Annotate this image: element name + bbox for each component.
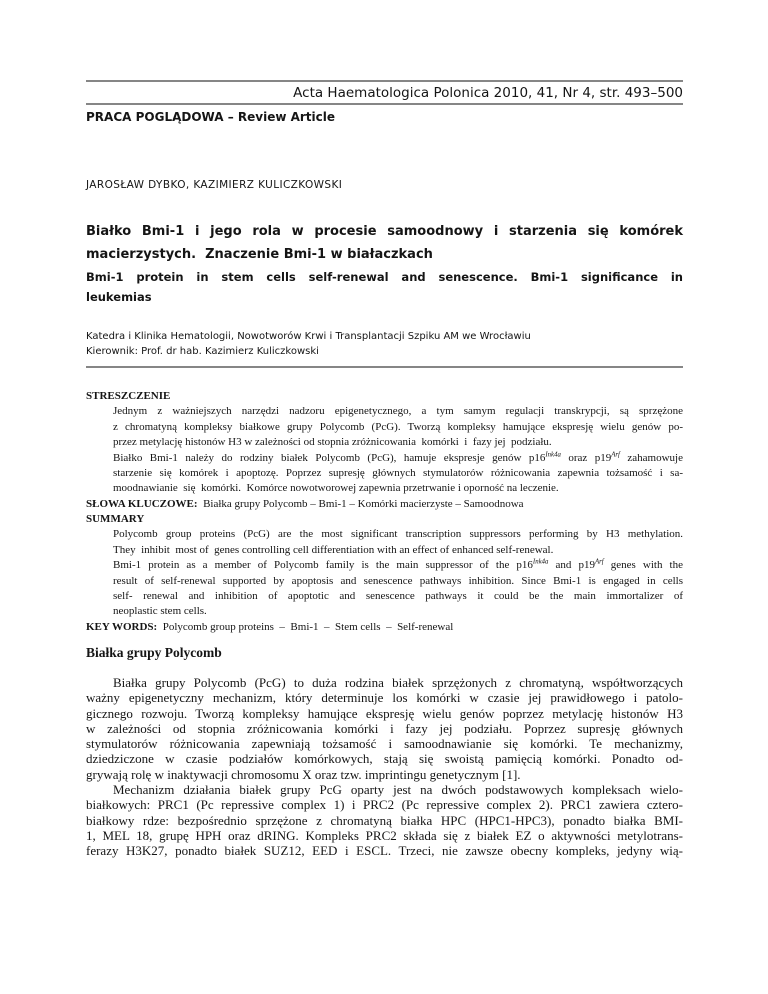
text-line: Jednym z ważniejszych narzędzi nadzoru epigenetycznego, a tym samym regulacji transkrypcji, są sprzężone	[113, 405, 683, 418]
superscript-text: Ink4a	[545, 450, 561, 458]
abstract-polish-label: STRESZCZENIE	[86, 390, 171, 402]
affiliation-divider	[86, 366, 683, 368]
bold-text: KEY WORDS:	[86, 620, 158, 633]
text-line: Mechanizm działania białek grupy PcG oparty jest na dwóch podstawowych kompleksach wielo-	[113, 782, 683, 798]
text-line: stymulatorów różnicowania zapewniają tożsamość i samoodnawianie się komórki. Te mechanizmy,	[86, 736, 683, 752]
text-line: Polycomb group proteins (PcG) are the most significant transcription suppressors performing by H3 methylation.	[113, 528, 683, 541]
section-heading: Białka grupy Polycomb	[86, 645, 222, 660]
superscript-text: Ink4a	[532, 558, 549, 566]
text-line: self- renewal and inhibition of apoptotic and senescence pathways it could be the main immortalizer of	[113, 590, 683, 603]
text-line: z chromatyną kompleksy białkowe grupy Polycomb (PcG). Tworzą kompleksy hamujące ekspresję wielu genów po-	[113, 420, 683, 433]
text-line: 1, MEL 18, grupę HPH oraz dRING. Kompleks PRC2 składa się z białek EZ o aktywności metylotrans-	[86, 827, 683, 843]
article-type-label: PRACA POGLĄDOWA – Review Article	[86, 110, 336, 124]
body-text	[86, 675, 683, 859]
text-line: grywają rolę w inaktywacji chromosomu X oraz tzw. imprintingu genetycznym [1].	[86, 766, 521, 782]
abstract-polish	[86, 389, 683, 512]
text-line: dziedziczone w czasie podziałów komórkowych, stają się swoistą pamięcią komórki. Ponadto od-	[86, 751, 683, 767]
text-line: KEY WORDS: Polycomb group proteins – Bmi-1 – Stem cells – Self-renewal	[86, 620, 454, 633]
title-polish	[86, 220, 683, 266]
text-line: starzenie się komórek i apoptozę. Poprzez supresję głównych stymulatorów różnicowania zapewnia tożsamość i sa-	[113, 467, 683, 480]
text-line: ferazy H3K27, ponadto białek SUZ12, EED i ESCL. Trzeci, nie zawsze obecny kompleks, jedyny wią-	[86, 843, 683, 859]
header-rule-top	[86, 80, 683, 82]
text-line: macierzystych. Znaczenie Bmi-1 w białaczkach	[86, 247, 433, 262]
text-line: Białko Bmi-1 należy do rodziny białek Polycomb (PcG), hamuje ekspresje genów $p16^{Ink4a}$ oraz $p19^{Arf}$ zahamowuje	[113, 450, 683, 464]
superscript-text: Arf	[594, 558, 604, 566]
text-line: białkowych: PRC1 (Pc repressive complex 1) i PRC2 (Pc repressive complex 2). PRC1 zawiera cztero-	[86, 797, 683, 813]
summary-english-label: SUMMARY	[86, 513, 145, 525]
text-line: leukemias	[86, 290, 152, 304]
affiliation	[86, 329, 683, 359]
bold-text: SŁOWA KLUCZOWE:	[86, 497, 198, 510]
text-line: Białka grupy Polycomb (PcG) to duża rodzina białek sprzężonych z chromatyną, współtworzących	[113, 675, 683, 690]
text-line: w zależności od stopnia zróżnicowania komórki i fazy jej podziału. Poprzez supresję głównych	[86, 720, 683, 736]
text-line: result of self-renewal supported by apoptosis and senescence pathways inhibition. Since Bmi-1 is engaged in cells	[113, 574, 683, 587]
header-rule-bottom	[86, 103, 683, 105]
text-line: białkowy rdze: bezpośrednio sprzężone z chromatyną białka HPC (HPC1-HPC3), ponadto białka BMI-	[86, 812, 683, 828]
superscript-text: Arf	[611, 450, 620, 458]
text-line: Bmi-1 protein in stem cells self-renewal and senescence. Bmi-1 significance in	[86, 270, 683, 284]
text-line: przez metylację histonów H3 w zależności od stopnia zróżnicowania komórki i fazy jej podziału.	[113, 436, 552, 449]
abstract-polish-text	[86, 404, 683, 512]
text-line: They inhibit most of genes controlling cell differentiation with an effect of enhanced self-renewal.	[113, 543, 554, 556]
text-line: Kierownik: Prof. dr hab. Kazimierz Kuliczkowski	[86, 346, 319, 357]
summary-english-text	[86, 527, 683, 635]
text-line: Bmi-1 protein as a member of Polycomb family is the main suppressor of the $p16^{Ink4a}$ and $p19^{Arf}$ genes with the	[113, 558, 683, 572]
text-line: ważny epigenetyczny mechanizm, który determinuje los komórki w czasie jej prawidłowego i patolo-	[86, 690, 683, 706]
text-line: neoplastic stem cells.	[113, 605, 207, 618]
authors: JAROSŁAW DYBKO, KAZIMIERZ KULICZKOWSKI	[86, 179, 343, 191]
text-line: Białko Bmi-1 i jego rola w procesie samoodnowy i starzenia się komórek	[86, 224, 683, 239]
summary-english	[86, 512, 683, 635]
text-line: moodnawianie się komórki. Komórce nowotworowej zapewnia przetrwanie i oporność na leczenie.	[113, 482, 559, 495]
text-line: SŁOWA KLUCZOWE: Białka grupy Polycomb – Bmi-1 – Komórki macierzyste – Samoodnowa	[86, 497, 524, 510]
text-line: Katedra i Klinika Hematologii, Nowotworów Krwi i Transplantacji Szpiku AM we Wrocławiu	[86, 331, 531, 342]
text-line: gicznego rozwoju. Tworzą kompleksy hamujące ekspresję wielu genów poprzez metylację histonów H3	[86, 705, 683, 721]
title-english	[86, 267, 683, 307]
journal-citation: Acta Haematologica Polonica 2010, 41, Nr 4, str. 493–500	[293, 85, 683, 101]
